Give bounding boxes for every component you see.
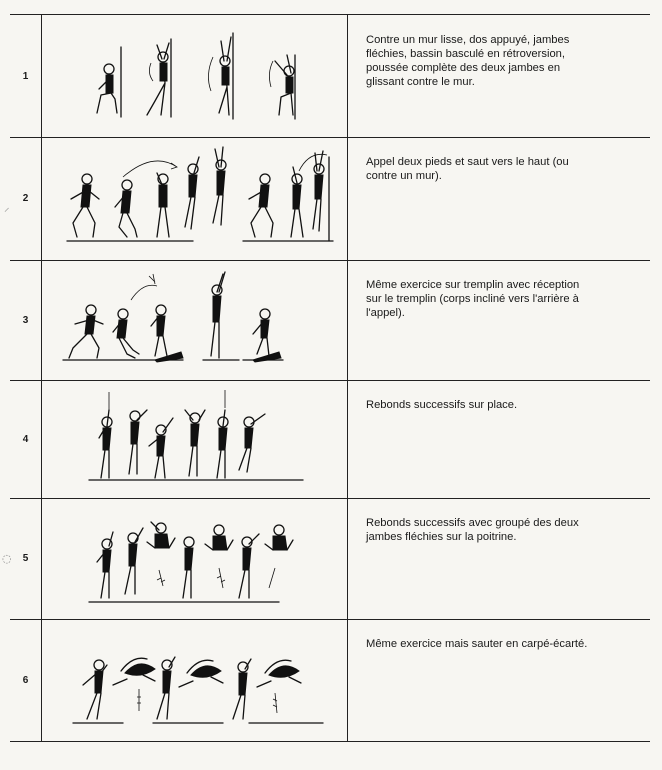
margin-pencil-mark: ◌ (2, 552, 12, 565)
exercise-row-3 (10, 260, 650, 381)
exercise-description: Rebonds successifs sur place. (366, 399, 518, 411)
exercise-row-5 (10, 498, 650, 620)
exercise-number: 5 (22, 553, 29, 564)
exercise-illustration-rebounds (43, 380, 345, 498)
exercise-number: 2 (22, 193, 29, 204)
exercise-illustration-wall-slide (43, 15, 345, 137)
exercise-number: 3 (22, 314, 29, 326)
exercise-illustration-tuck-rebounds (43, 498, 345, 619)
exercise-illustration-springboard (43, 260, 345, 380)
margin-pencil-mark: ⸝ (4, 201, 10, 214)
exercise-description: Même exercice sur tremplin avec réception sur le tremplin (corps incliné vers l'arrière à l'appel). (366, 279, 580, 319)
exercise-row-1 (10, 15, 650, 138)
exercise-number: 4 (22, 433, 29, 445)
exercise-description: Rebonds successifs avec groupé des deux jambes fléchies sur la poitrine. (366, 517, 579, 543)
exercise-illustration-jump-up (43, 137, 345, 260)
exercise-illustration-pike-straddle (43, 619, 345, 741)
exercise-row-4 (10, 380, 650, 499)
exercise-description: Appel deux pieds et saut vers le haut (ou contre un mur). (366, 156, 569, 182)
exercise-table (10, 14, 650, 742)
exercise-description: Contre un mur lisse, dos appuyé, jambes fléchies, bassin basculé en rétroversion, poussée complète des deux jambes en glissant contre le mur. (366, 34, 570, 88)
exercise-row-2 (10, 137, 650, 261)
exercise-row-6 (10, 619, 650, 741)
exercise-description: Même exercice mais sauter en carpé-écarté. (366, 638, 588, 650)
exercise-number: 1 (22, 70, 29, 82)
exercise-number: 6 (22, 674, 29, 686)
